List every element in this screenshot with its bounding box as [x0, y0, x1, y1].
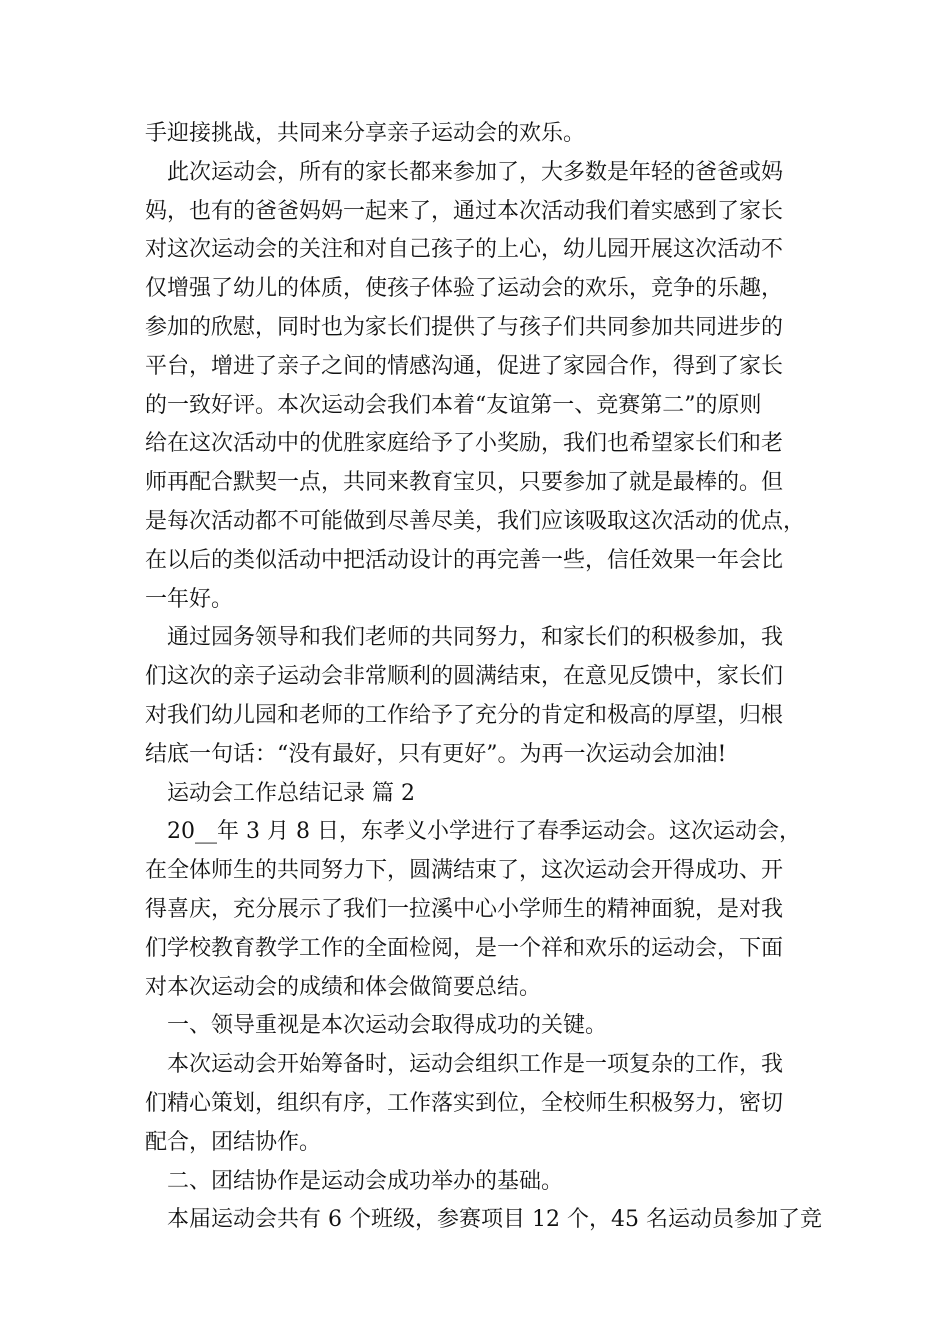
text-line: 给在这次活动中的优胜家庭给予了小奖励，我们也希望家长们和老	[145, 431, 784, 457]
text-line: 对我们幼儿园和老师的工作给予了充分的肯定和极高的厚望，归根	[145, 702, 784, 728]
text-line: 结底一句话：“没有最好，只有更好”。为再一次运动会加油!	[145, 741, 727, 767]
text-line: 对本次运动会的成绩和体会做简要总结。	[145, 974, 542, 1000]
text-line: 此次运动会，所有的家长都来参加了，大多数是年轻的爸爸或妈	[167, 159, 784, 185]
text-line: 在以后的类似活动中把活动设计的再完善一些，信任效果一年会比	[145, 547, 784, 573]
text-line: 本次运动会开始筹备时，运动会组织工作是一项复杂的工作，我	[167, 1052, 784, 1078]
text-line: 手迎接挑战，共同来分享亲子运动会的欢乐。	[145, 121, 586, 146]
text-line: 得喜庆，充分展示了我们一拉溪中心小学师生的精神面貌，是对我	[145, 896, 784, 922]
text-line: 是每次活动都不可能做到尽善尽美，我们应该吸取这次活动的优点，	[145, 508, 806, 534]
text-line: 20__年 3 月 8 日，东孝义小学进行了春季运动会。这次运动会，	[167, 819, 801, 845]
text-line: 本届运动会共有 6 个班级，参赛项目 12 个，45 名运动员参加了竞	[167, 1207, 822, 1233]
text-line: 通过园务领导和我们老师的共同努力，和家长们的积极参加，我	[167, 625, 784, 651]
text-line: 妈，也有的爸爸妈妈一起来了，通过本次活动我们着实感到了家长	[145, 198, 784, 224]
text-line: 的一致好评。本次运动会我们本着“友谊第一、竞赛第二”的原则	[145, 392, 762, 418]
text-line: 配合，团结协作。	[145, 1129, 322, 1155]
text-line: 在全体师生的共同努力下，圆满结束了，这次运动会开得成功、开	[145, 858, 784, 884]
text-line: 们学校教育教学工作的全面检阅，是一个祥和欢乐的运动会，下面	[145, 935, 784, 961]
text-line: 对这次运动会的关注和对自己孩子的上心，幼儿园开展这次活动不	[145, 237, 784, 263]
text-line: 仅增强了幼儿的体质，使孩子体验了运动会的欢乐，竞争的乐趣，	[145, 276, 784, 302]
text-line: 们精心策划，组织有序，工作落实到位，全校师生积极努力，密切	[145, 1090, 784, 1116]
text-line: 参加的欣慰，同时也为家长们提供了与孩子们共同参加共同进步的	[145, 314, 784, 340]
text-line: 师再配合默契一点，共同来教育宝贝，只要参加了就是最棒的。但	[145, 470, 784, 496]
subsection-heading: 一、领导重视是本次运动会取得成功的关键。	[167, 1013, 608, 1039]
text-line: 一年好。	[145, 586, 234, 612]
section-heading: 运动会工作总结记录 篇 2	[167, 780, 415, 806]
text-line: 平台，增进了亲子之间的情感沟通，促进了家园合作，得到了家长	[145, 353, 784, 379]
text-line: 们这次的亲子运动会非常顺利的圆满结束，在意见反馈中，家长们	[145, 664, 784, 690]
subsection-heading: 二、团结协作是运动会成功举办的基础。	[167, 1168, 564, 1194]
document-body	[145, 115, 825, 1240]
